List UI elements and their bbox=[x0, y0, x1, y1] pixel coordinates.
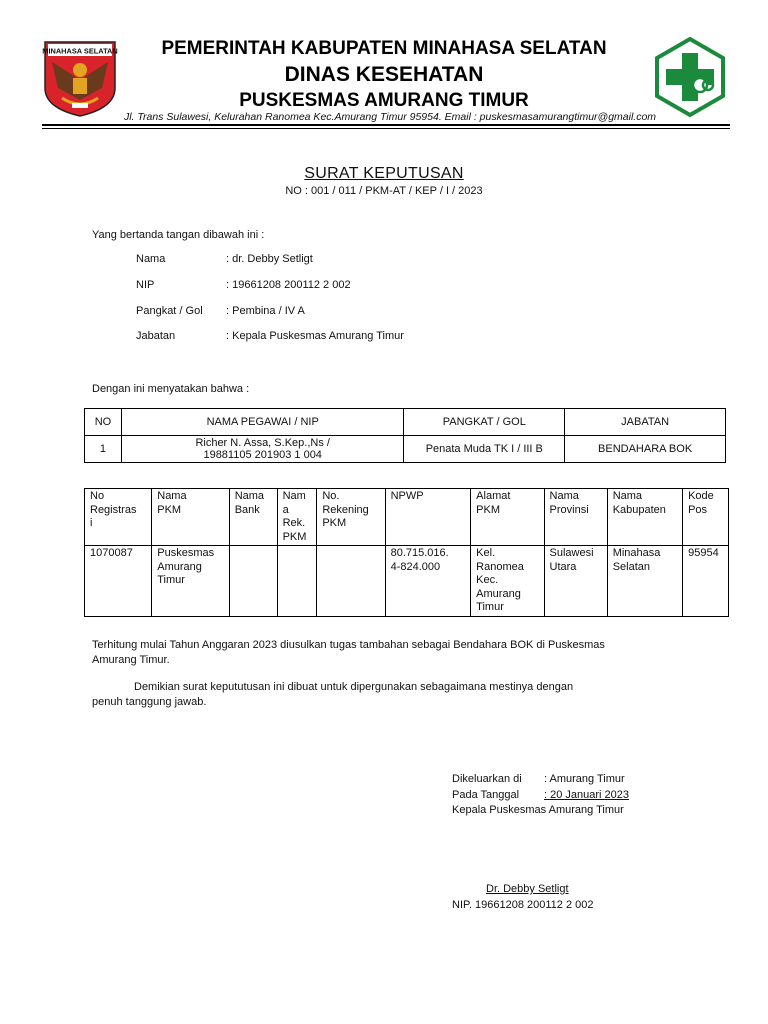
cell-line: Ranomea bbox=[476, 560, 524, 573]
header-line: Registras bbox=[90, 503, 137, 516]
signatory-label: Nama bbox=[136, 253, 166, 265]
header-line: Rek. bbox=[282, 517, 306, 529]
header-line: Nama bbox=[612, 490, 643, 502]
header-line: PKM bbox=[282, 530, 307, 543]
issued-date bbox=[452, 789, 629, 801]
issued-label: Dikeluarkan di bbox=[452, 773, 522, 785]
employee-table bbox=[84, 408, 726, 463]
table-header bbox=[471, 489, 544, 546]
table-cell bbox=[229, 546, 277, 617]
header-line: Provinsi bbox=[549, 503, 589, 516]
table-cell bbox=[471, 546, 544, 617]
table-cell: 1 bbox=[85, 436, 122, 463]
signatory-value: : Pembina / IV A bbox=[226, 305, 305, 317]
table-cell bbox=[152, 546, 229, 617]
cell-line: Sulawesi bbox=[549, 547, 594, 559]
paragraph-line: penuh tanggung jawab. bbox=[92, 696, 207, 708]
header-line: a bbox=[282, 503, 289, 516]
table-header bbox=[152, 489, 229, 546]
employee-name: Richer N. Assa, S.Kep.,Ns / bbox=[195, 437, 330, 449]
header-line: Alamat bbox=[476, 490, 511, 502]
paragraph-line: Amurang Timur. bbox=[92, 654, 170, 666]
header-line: Nama bbox=[234, 490, 265, 502]
document-number: NO : 001 / 011 / PKM-AT / KEP / I / 2023 bbox=[285, 185, 483, 197]
header-line: Bank bbox=[234, 503, 260, 516]
signer-name: Dr. Debby Setligt bbox=[486, 883, 569, 895]
cell-line: Minahasa bbox=[612, 547, 661, 559]
closing-paragraph bbox=[92, 680, 692, 710]
cell-line: Amurang bbox=[476, 587, 521, 600]
date-label: Pada Tanggal bbox=[452, 789, 520, 801]
signatory-label: Jabatan bbox=[136, 330, 176, 342]
cell-line: 95954 bbox=[688, 547, 719, 559]
header-line: Nama bbox=[157, 490, 187, 502]
table-header: NO bbox=[85, 409, 122, 436]
signatory-value: : dr. Debby Setligt bbox=[226, 253, 313, 265]
header-line: PKM bbox=[157, 503, 182, 516]
table-header bbox=[544, 489, 607, 546]
header-line: NPWP bbox=[390, 490, 424, 502]
table-header: PANGKAT / GOL bbox=[404, 409, 565, 436]
cell-line: 80.715.016. bbox=[390, 547, 449, 559]
statement-text: Dengan ini menyatakan bahwa : bbox=[92, 383, 250, 395]
header-line: PKM bbox=[476, 503, 501, 516]
table-header bbox=[607, 489, 682, 546]
table-header bbox=[229, 489, 277, 546]
signatory-value: : Kepala Puskesmas Amurang Timur bbox=[226, 330, 404, 342]
table-cell bbox=[385, 546, 471, 617]
cell-line: Puskesmas bbox=[157, 547, 215, 559]
gov-header-line: PEMERINTAH KABUPATEN MINAHASA SELATAN bbox=[161, 38, 607, 59]
table-header bbox=[683, 489, 729, 546]
cell-line: Utara bbox=[549, 560, 577, 573]
employee-nip: 19881105 201903 1 004 bbox=[203, 449, 322, 461]
cell-line: 4-824.000 bbox=[390, 560, 441, 573]
health-cross-logo bbox=[650, 37, 730, 117]
signatory-label: NIP bbox=[136, 279, 155, 291]
table-cell bbox=[544, 546, 607, 617]
header-line: Nam bbox=[282, 490, 306, 502]
table-cell bbox=[277, 546, 317, 617]
header-line: No bbox=[90, 490, 105, 502]
employee-name-cell bbox=[121, 436, 403, 463]
table-header: JABATAN bbox=[565, 409, 726, 436]
document-title: SURAT KEPUTUSAN bbox=[304, 165, 464, 182]
seal-text: MINAHASA SELATAN bbox=[42, 46, 118, 56]
table-header bbox=[85, 489, 152, 546]
signatory-value: : 19661208 200112 2 002 bbox=[226, 279, 351, 291]
paragraph-line: Terhitung mulai Tahun Anggaran 2023 diusulkan tugas tambahan sebagai Bendahara BOK di Puskesmas bbox=[92, 639, 605, 651]
header-divider bbox=[42, 124, 730, 126]
table-cell bbox=[317, 546, 385, 617]
issued-value: : Amurang Timur bbox=[544, 773, 625, 785]
header-line: i bbox=[90, 517, 93, 529]
table-row bbox=[85, 436, 726, 463]
table-header: NAMA PEGAWAI / NIP bbox=[121, 409, 403, 436]
assignment-paragraph bbox=[92, 638, 692, 668]
header-line: Nama bbox=[549, 490, 579, 502]
table-header bbox=[277, 489, 317, 546]
paragraph-line: Demikian surat kepututusan ini dibuat untuk dipergunakan sebagaimana mestinya dengan bbox=[134, 681, 574, 693]
header-line: Kode bbox=[688, 490, 714, 502]
table-cell: Penata Muda TK I / III B bbox=[404, 436, 565, 463]
letterhead-address: Jl. Trans Sulawesi, Kelurahan Ranomea Kec.Amurang Timur 95954. Email : puskesmasamurangtimur@gmail.com bbox=[123, 111, 657, 123]
issued-place bbox=[452, 773, 625, 785]
table-row bbox=[85, 546, 729, 617]
header-line: Rekening bbox=[322, 503, 369, 516]
table-cell bbox=[683, 546, 729, 617]
signer-title: Kepala Puskesmas Amurang Timur bbox=[452, 804, 624, 816]
clinic-registration-table bbox=[84, 488, 729, 617]
table-header bbox=[317, 489, 385, 546]
header-line: Kabupaten bbox=[612, 503, 666, 516]
cell-line: Timur bbox=[157, 574, 185, 586]
signatory-label: Pangkat / Gol bbox=[136, 305, 203, 317]
signer-nip: NIP. 19661208 200112 2 002 bbox=[452, 899, 594, 911]
table-cell: BENDAHARA BOK bbox=[565, 436, 726, 463]
cell-line: Kel. bbox=[476, 547, 496, 559]
table-header bbox=[385, 489, 471, 546]
header-divider-thin bbox=[42, 128, 730, 129]
header-line: Pos bbox=[688, 503, 708, 516]
header-line: No. bbox=[322, 490, 340, 502]
cell-line: Selatan bbox=[612, 560, 651, 573]
regency-seal-logo bbox=[42, 40, 118, 118]
cell-line: Timur bbox=[476, 601, 504, 613]
date-value: : 20 Januari 2023 bbox=[544, 789, 630, 801]
cell-line: Kec. bbox=[476, 574, 499, 586]
header-line: PKM bbox=[322, 517, 347, 529]
intro-text: Yang bertanda tangan dibawah ini : bbox=[92, 229, 265, 241]
cell-line: Amurang bbox=[157, 560, 202, 573]
clinic-header-line: PUSKESMAS AMURANG TIMUR bbox=[239, 90, 529, 111]
cell-line: 1070087 bbox=[90, 547, 133, 559]
paragraph-line-indented bbox=[92, 680, 692, 695]
department-header-line: DINAS KESEHATAN bbox=[284, 63, 484, 86]
table-cell bbox=[85, 546, 152, 617]
table-cell bbox=[607, 546, 682, 617]
